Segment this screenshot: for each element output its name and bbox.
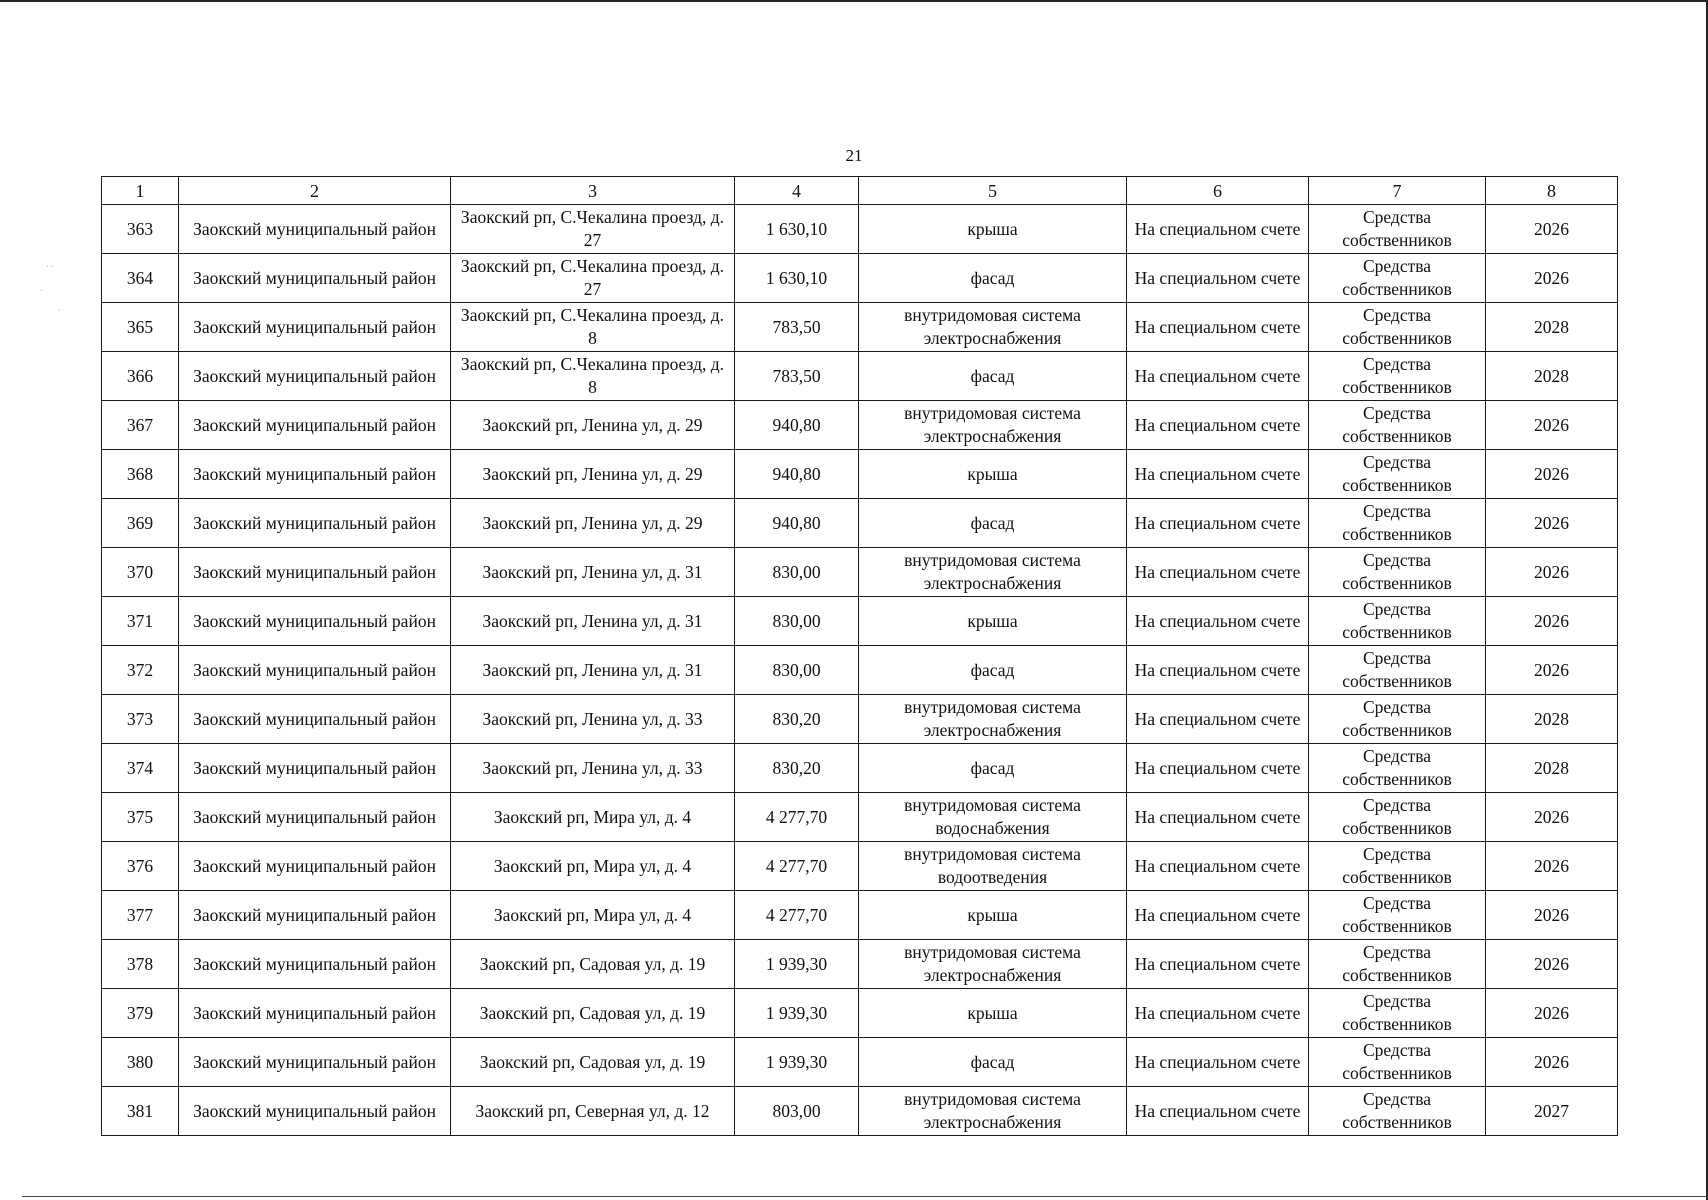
address-cell: Заокский рп, Мира ул, д. 4 <box>451 891 735 940</box>
year-cell: 2026 <box>1486 548 1618 597</box>
district-cell: Заокский муниципальный район <box>179 548 451 597</box>
area-cell: 803,00 <box>735 1087 859 1136</box>
bottom-rule <box>22 1196 1708 1197</box>
row-number-cell: 367 <box>102 401 179 450</box>
fund-account-cell: На специальном счете <box>1127 401 1309 450</box>
table-header <box>102 177 1618 205</box>
district-cell: Заокский муниципальный район <box>179 597 451 646</box>
area-cell: 783,50 <box>735 352 859 401</box>
funding-source-cell: Средства собственников <box>1309 450 1486 499</box>
work-type-cell: внутридомовая система водоотведения <box>859 842 1127 891</box>
row-number-cell: 364 <box>102 254 179 303</box>
work-type-cell: внутридомовая система электроснабжения <box>859 303 1127 352</box>
fund-account-cell: На специальном счете <box>1127 744 1309 793</box>
funding-source-cell: Средства собственников <box>1309 989 1486 1038</box>
year-cell: 2028 <box>1486 303 1618 352</box>
column-header-7: 7 <box>1309 177 1486 205</box>
year-cell: 2026 <box>1486 891 1618 940</box>
address-cell: Заокский рп, С.Чекалина проезд, д. 8 <box>451 303 735 352</box>
work-type-cell: крыша <box>859 597 1127 646</box>
row-number-cell: 375 <box>102 793 179 842</box>
work-type-cell: фасад <box>859 744 1127 793</box>
work-type-cell: крыша <box>859 891 1127 940</box>
column-header-3: 3 <box>451 177 735 205</box>
district-cell: Заокский муниципальный район <box>179 1087 451 1136</box>
fund-account-cell: На специальном счете <box>1127 891 1309 940</box>
area-cell: 1 939,30 <box>735 1038 859 1087</box>
table-row <box>102 695 1618 744</box>
table-row <box>102 205 1618 254</box>
funding-source-cell: Средства собственников <box>1309 940 1486 989</box>
address-cell: Заокский рп, С.Чекалина проезд, д. 27 <box>451 254 735 303</box>
funding-source-cell: Средства собственников <box>1309 646 1486 695</box>
row-number-cell: 379 <box>102 989 179 1038</box>
table-row <box>102 401 1618 450</box>
funding-source-cell: Средства собственников <box>1309 695 1486 744</box>
fund-account-cell: На специальном счете <box>1127 352 1309 401</box>
area-cell: 940,80 <box>735 450 859 499</box>
column-header-8: 8 <box>1486 177 1618 205</box>
district-cell: Заокский муниципальный район <box>179 205 451 254</box>
area-cell: 1 939,30 <box>735 989 859 1038</box>
funding-source-cell: Средства собственников <box>1309 1087 1486 1136</box>
table-row <box>102 842 1618 891</box>
fund-account-cell: На специальном счете <box>1127 989 1309 1038</box>
fund-account-cell: На специальном счете <box>1127 646 1309 695</box>
table-row <box>102 940 1618 989</box>
district-cell: Заокский муниципальный район <box>179 744 451 793</box>
work-type-cell: фасад <box>859 499 1127 548</box>
column-header-2: 2 <box>179 177 451 205</box>
year-cell: 2026 <box>1486 597 1618 646</box>
fund-account-cell: На специальном счете <box>1127 450 1309 499</box>
address-cell: Заокский рп, Ленина ул, д. 33 <box>451 744 735 793</box>
district-cell: Заокский муниципальный район <box>179 254 451 303</box>
work-type-cell: фасад <box>859 352 1127 401</box>
table-row <box>102 303 1618 352</box>
table-row <box>102 891 1618 940</box>
table-row <box>102 1087 1618 1136</box>
fund-account-cell: На специальном счете <box>1127 597 1309 646</box>
work-type-cell: крыша <box>859 205 1127 254</box>
funding-source-cell: Средства собственников <box>1309 597 1486 646</box>
funding-source-cell: Средства собственников <box>1309 352 1486 401</box>
year-cell: 2026 <box>1486 646 1618 695</box>
row-number-cell: 369 <box>102 499 179 548</box>
address-cell: Заокский рп, Ленина ул, д. 29 <box>451 499 735 548</box>
fund-account-cell: На специальном счете <box>1127 1038 1309 1087</box>
district-cell: Заокский муниципальный район <box>179 793 451 842</box>
area-cell: 4 277,70 <box>735 891 859 940</box>
district-cell: Заокский муниципальный район <box>179 646 451 695</box>
year-cell: 2026 <box>1486 842 1618 891</box>
area-cell: 830,00 <box>735 597 859 646</box>
work-type-cell: внутридомовая система электроснабжения <box>859 401 1127 450</box>
funding-source-cell: Средства собственников <box>1309 499 1486 548</box>
row-number-cell: 378 <box>102 940 179 989</box>
fund-account-cell: На специальном счете <box>1127 1087 1309 1136</box>
funding-source-cell: Средства собственников <box>1309 401 1486 450</box>
district-cell: Заокский муниципальный район <box>179 499 451 548</box>
funding-source-cell: Средства собственников <box>1309 842 1486 891</box>
year-cell: 2026 <box>1486 989 1618 1038</box>
address-cell: Заокский рп, Ленина ул, д. 33 <box>451 695 735 744</box>
fund-account-cell: На специальном счете <box>1127 793 1309 842</box>
row-number-cell: 374 <box>102 744 179 793</box>
row-number-cell: 377 <box>102 891 179 940</box>
area-cell: 1 939,30 <box>735 940 859 989</box>
year-cell: 2026 <box>1486 940 1618 989</box>
scan-speck: · <box>40 286 43 295</box>
page-number: 21 <box>845 146 863 165</box>
row-number-cell: 366 <box>102 352 179 401</box>
district-cell: Заокский муниципальный район <box>179 450 451 499</box>
table-row <box>102 646 1618 695</box>
funding-source-cell: Средства собственников <box>1309 793 1486 842</box>
row-number-cell: 376 <box>102 842 179 891</box>
funding-source-cell: Средства собственников <box>1309 891 1486 940</box>
year-cell: 2026 <box>1486 401 1618 450</box>
district-cell: Заокский муниципальный район <box>179 695 451 744</box>
fund-account-cell: На специальном счете <box>1127 205 1309 254</box>
work-type-cell: фасад <box>859 254 1127 303</box>
area-cell: 830,20 <box>735 695 859 744</box>
address-cell: Заокский рп, Мира ул, д. 4 <box>451 793 735 842</box>
table-row <box>102 793 1618 842</box>
table-row <box>102 744 1618 793</box>
column-header-1: 1 <box>102 177 179 205</box>
fund-account-cell: На специальном счете <box>1127 842 1309 891</box>
district-cell: Заокский муниципальный район <box>179 891 451 940</box>
address-cell: Заокский рп, Мира ул, д. 4 <box>451 842 735 891</box>
district-cell: Заокский муниципальный район <box>179 989 451 1038</box>
funding-source-cell: Средства собственников <box>1309 548 1486 597</box>
district-cell: Заокский муниципальный район <box>179 940 451 989</box>
table-row <box>102 450 1618 499</box>
table-row <box>102 499 1618 548</box>
work-type-cell: фасад <box>859 1038 1127 1087</box>
year-cell: 2026 <box>1486 499 1618 548</box>
work-type-cell: крыша <box>859 989 1127 1038</box>
address-cell: Заокский рп, Ленина ул, д. 31 <box>451 548 735 597</box>
fund-account-cell: На специальном счете <box>1127 303 1309 352</box>
register-table <box>101 176 1618 1136</box>
row-number-cell: 373 <box>102 695 179 744</box>
row-number-cell: 380 <box>102 1038 179 1087</box>
address-cell: Заокский рп, Ленина ул, д. 29 <box>451 450 735 499</box>
work-type-cell: внутридомовая система электроснабжения <box>859 1087 1127 1136</box>
fund-account-cell: На специальном счете <box>1127 499 1309 548</box>
year-cell: 2028 <box>1486 744 1618 793</box>
table-row <box>102 352 1618 401</box>
row-number-cell: 363 <box>102 205 179 254</box>
year-cell: 2028 <box>1486 695 1618 744</box>
year-cell: 2026 <box>1486 254 1618 303</box>
work-type-cell: внутридомовая система электроснабжения <box>859 548 1127 597</box>
year-cell: 2026 <box>1486 793 1618 842</box>
year-cell: 2026 <box>1486 1038 1618 1087</box>
year-cell: 2026 <box>1486 450 1618 499</box>
district-cell: Заокский муниципальный район <box>179 352 451 401</box>
year-cell: 2026 <box>1486 205 1618 254</box>
scan-speck: · <box>58 306 61 315</box>
funding-source-cell: Средства собственников <box>1309 1038 1486 1087</box>
work-type-cell: фасад <box>859 646 1127 695</box>
address-cell: Заокский рп, Ленина ул, д. 31 <box>451 646 735 695</box>
column-header-4: 4 <box>735 177 859 205</box>
funding-source-cell: Средства собственников <box>1309 254 1486 303</box>
district-cell: Заокский муниципальный район <box>179 401 451 450</box>
table-row <box>102 1038 1618 1087</box>
address-cell: Заокский рп, Садовая ул, д. 19 <box>451 1038 735 1087</box>
area-cell: 4 277,70 <box>735 793 859 842</box>
row-number-cell: 370 <box>102 548 179 597</box>
district-cell: Заокский муниципальный район <box>179 303 451 352</box>
area-cell: 783,50 <box>735 303 859 352</box>
district-cell: Заокский муниципальный район <box>179 842 451 891</box>
year-cell: 2027 <box>1486 1087 1618 1136</box>
address-cell: Заокский рп, Северная ул, д. 12 <box>451 1087 735 1136</box>
area-cell: 940,80 <box>735 499 859 548</box>
table-row <box>102 548 1618 597</box>
table-row <box>102 254 1618 303</box>
row-number-cell: 368 <box>102 450 179 499</box>
district-cell: Заокский муниципальный район <box>179 1038 451 1087</box>
address-cell: Заокский рп, Ленина ул, д. 31 <box>451 597 735 646</box>
column-header-5: 5 <box>859 177 1127 205</box>
funding-source-cell: Средства собственников <box>1309 205 1486 254</box>
work-type-cell: внутридомовая система электроснабжения <box>859 695 1127 744</box>
scan-speck: · · <box>46 262 54 271</box>
work-type-cell: внутридомовая система электроснабжения <box>859 940 1127 989</box>
area-cell: 4 277,70 <box>735 842 859 891</box>
row-number-cell: 365 <box>102 303 179 352</box>
work-type-cell: внутридомовая система водоснабжения <box>859 793 1127 842</box>
address-cell: Заокский рп, Ленина ул, д. 29 <box>451 401 735 450</box>
address-cell: Заокский рп, С.Чекалина проезд, д. 27 <box>451 205 735 254</box>
area-cell: 940,80 <box>735 401 859 450</box>
row-number-cell: 371 <box>102 597 179 646</box>
year-cell: 2028 <box>1486 352 1618 401</box>
fund-account-cell: На специальном счете <box>1127 548 1309 597</box>
fund-account-cell: На специальном счете <box>1127 940 1309 989</box>
area-cell: 830,00 <box>735 646 859 695</box>
work-type-cell: крыша <box>859 450 1127 499</box>
funding-source-cell: Средства собственников <box>1309 303 1486 352</box>
table-body <box>102 205 1618 1136</box>
area-cell: 1 630,10 <box>735 205 859 254</box>
fund-account-cell: На специальном счете <box>1127 695 1309 744</box>
column-header-6: 6 <box>1127 177 1309 205</box>
area-cell: 1 630,10 <box>735 254 859 303</box>
address-cell: Заокский рп, Садовая ул, д. 19 <box>451 989 735 1038</box>
area-cell: 830,00 <box>735 548 859 597</box>
row-number-cell: 372 <box>102 646 179 695</box>
address-cell: Заокский рп, С.Чекалина проезд, д. 8 <box>451 352 735 401</box>
table-row <box>102 597 1618 646</box>
table-row <box>102 989 1618 1038</box>
header-row <box>102 177 1618 205</box>
area-cell: 830,20 <box>735 744 859 793</box>
fund-account-cell: На специальном счете <box>1127 254 1309 303</box>
funding-source-cell: Средства собственников <box>1309 744 1486 793</box>
row-number-cell: 381 <box>102 1087 179 1136</box>
address-cell: Заокский рп, Садовая ул, д. 19 <box>451 940 735 989</box>
